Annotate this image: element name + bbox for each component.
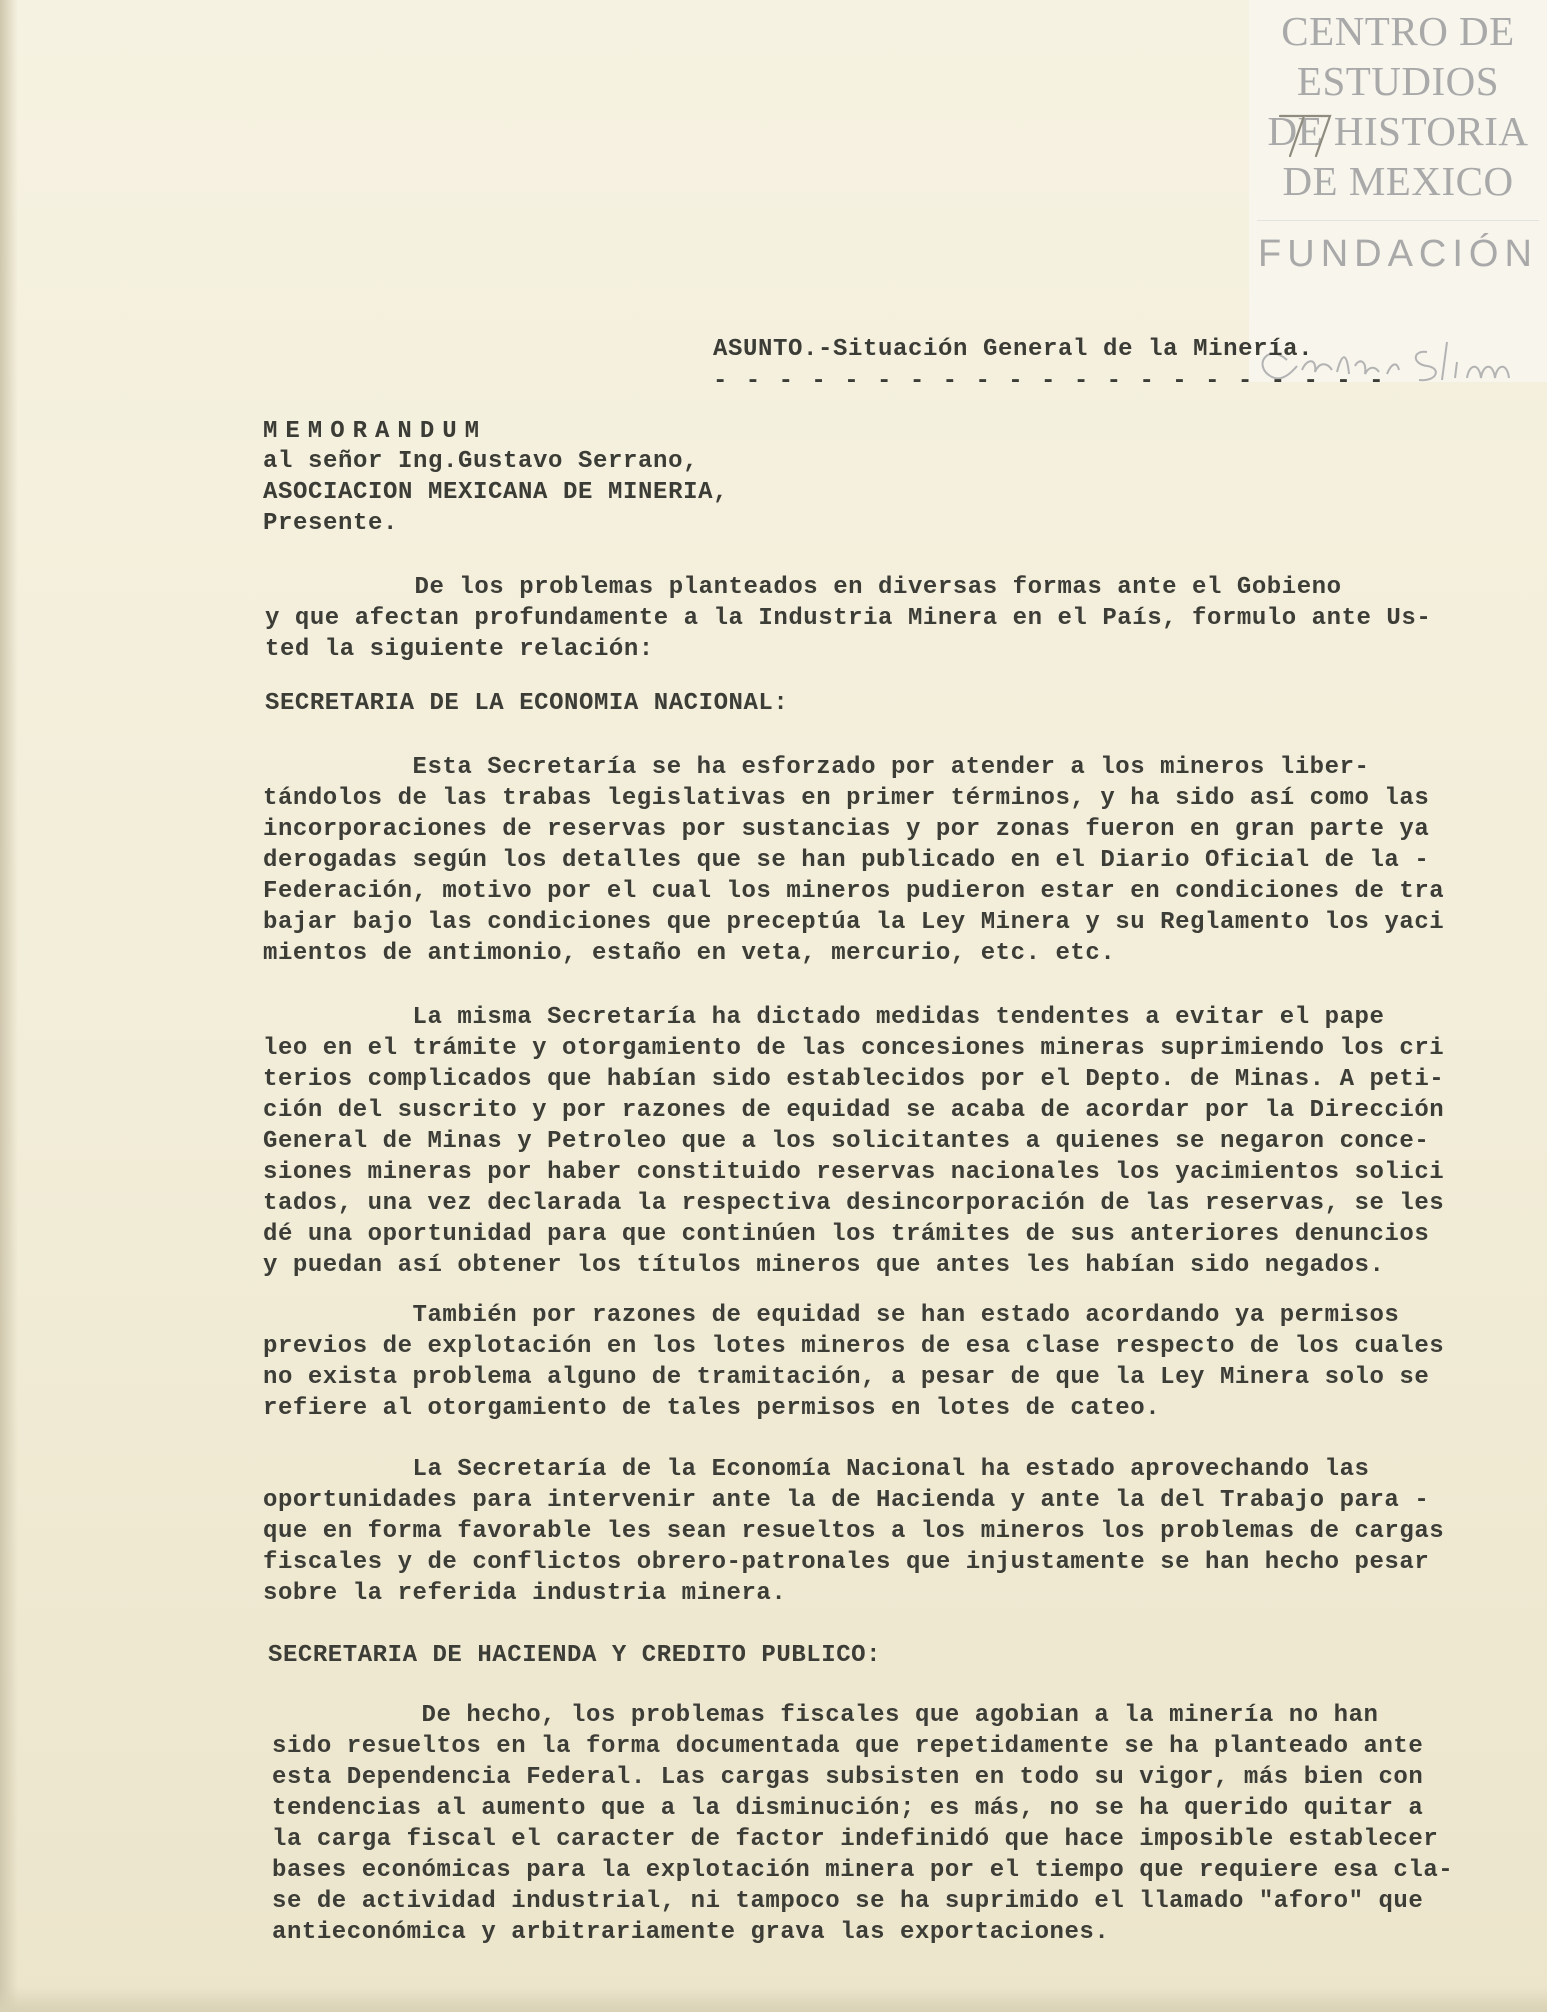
- paragraph: También por razones de equidad se han estado acordando ya permisos previos de explotación en los lotes mineros de esa clase respecto de los cuales no exista problema alguno de tramitación, a pesar de que la Ley Minera solo se refiere al otorgamiento de tales permisos en lotes de cateo.: [263, 1302, 1445, 1422]
- paragraph: Esta Secretaría se ha esforzado por atender a los mineros liber- tándolos de las trabas legislativas en primer términos, y ha sido así como las incorporaciones de reservas por sustancias y por zonas fueron en gran parte ya derogadas según los detalles que se han publicado en el Diario Oficial de la - Federación, motivo por el cual los mineros pudieron estar en condiciones de tra bajar bajo las condiciones que preceptúa la Ley Minera y su Reglamento los yaci mientos de antimonio, estaño en veta, mercurio, etc. etc.: [263, 754, 1445, 967]
- paragraph: La misma Secretaría ha dictado medidas tendentes a evitar el pape leo en el trámite y otorgamiento de las concesiones mineras suprimiendo los cri terios complicados que habían sido establecidos por el Depto. de Minas. A peti- ción del suscrito y por razones de equidad se acaba de acordar por la Dirección General de Minas y Petroleo que a los solicitantes a quienes se negaron conce- siones mineras por haber constituido reservas nacionales los yacimientos solici tados, una vez declarada la respectiva desincorporación de las reservas, se les dé una oportunidad para que continúen los trámites de sus anteriores denuncios y puedan así obtener los títulos mineros que antes les habían sido negados.: [263, 1004, 1445, 1279]
- stamp-foundation: FUNDACIÓN: [1258, 233, 1538, 275]
- recipient-block: al señor Ing.Gustavo Serrano, ASOCIACION MEXICANA DE MINERIA, Presente.: [263, 448, 729, 537]
- stamp-line: ESTUDIOS: [1296, 58, 1500, 104]
- section-heading-hacienda: SECRETARIA DE HACIENDA Y CREDITO PUBLICO:: [268, 1642, 882, 1669]
- subject-underline: - - - - - - - - - - - - - - - - - - - - -: [713, 368, 1386, 395]
- page-number-text: 77: [1270, 96, 1272, 97]
- memo-heading: MEMORANDUM: [263, 418, 488, 445]
- section-heading-economia: SECRETARIA DE LA ECONOMIA NACIONAL:: [265, 690, 789, 717]
- stamp-line: CENTRO DE: [1281, 8, 1515, 54]
- page-number-mark: [1270, 96, 1340, 176]
- stamp-divider: [1257, 220, 1539, 221]
- subject-line: ASUNTO.-Situación General de la Minería.: [713, 336, 1314, 363]
- stamp-line: DE MEXICO: [1282, 158, 1514, 204]
- paper-bottom-shadow: [0, 1986, 1547, 2012]
- stamp-line: DE HISTORIA: [1267, 108, 1529, 154]
- paragraph: La Secretaría de la Economía Nacional ha estado aprovechando las oportunidades para intervenir ante la de Hacienda y ante la del Trabajo para - que en forma favorable les sean resueltos a los mineros los problemas de cargas fiscales y de conflictos obrero-patronales que injustamente se han hecho pesar sobre la referida industria minera.: [263, 1456, 1445, 1607]
- paragraph: De hecho, los problemas fiscales que agobian a la minería no han sido resueltos en la forma documentada que repetidamente se ha planteado ante esta Dependencia Federal. Las cargas subsisten en todo su vigor, más bien con tendencias al aumento que a la disminución; es más, no se ha querido quitar a la carga fiscal el caracter de factor indefinidó que hace imposible establecer bases económicas para la explotación minera por el tiempo que requiere esa cla- se de actividad industrial, ni tampoco se ha suprimido el llamado "aforo" que antieconómica y arbitrariamente grava las exportaciones.: [272, 1702, 1454, 1946]
- paper-edge-shadow: [0, 0, 18, 2012]
- paragraph-intro: De los problemas planteados en diversas formas ante el Gobieno y que afectan profundamente a la Industria Minera en el País, formulo ante Us- ted la siguiente relación:: [265, 574, 1432, 663]
